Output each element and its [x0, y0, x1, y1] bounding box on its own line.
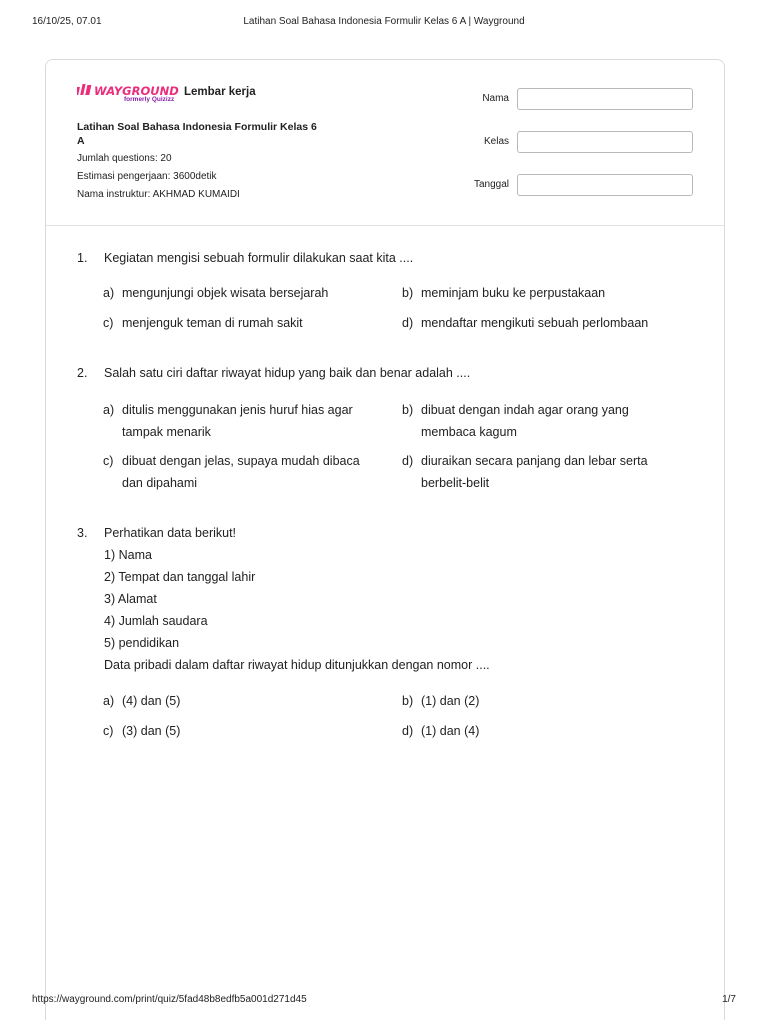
- option-letter: c): [103, 724, 114, 738]
- option-text: meminjam buku ke perpustakaan: [421, 286, 606, 300]
- name-field[interactable]: [517, 88, 693, 110]
- question-line: 3) Alamat: [104, 592, 157, 606]
- option-letter: d): [402, 316, 414, 330]
- date-field[interactable]: [517, 174, 693, 196]
- worksheet: [45, 59, 725, 1020]
- option-text: ditulis menggunakan jenis huruf hias agar tampak menarik: [122, 403, 353, 439]
- option-text: diuraikan secara panjang dan lebar serta berbelit-belit: [421, 454, 648, 490]
- questions-count: Jumlah questions: 20: [77, 153, 172, 164]
- question-line: Salah satu ciri daftar riwayat hidup yang baik dan benar adalah ....: [104, 366, 471, 380]
- logo-wordmark: WAYGROUND: [94, 84, 179, 98]
- option-text: mengunjungi objek wisata bersejarah: [122, 286, 329, 300]
- question-number: 1.: [77, 251, 88, 265]
- question-text: [104, 362, 694, 384]
- option-letter: b): [402, 286, 414, 300]
- question-text: [104, 522, 694, 676]
- option-text: dibuat dengan jelas, supaya mudah dibaca dan dipahami: [122, 454, 360, 490]
- class-field[interactable]: [517, 131, 693, 153]
- option-letter: b): [402, 403, 414, 417]
- question-line: 5) pendidikan: [104, 636, 180, 650]
- estimated-duration: Estimasi pengerjaan: 3600detik: [77, 171, 217, 182]
- name-label: Nama: [482, 93, 509, 104]
- worksheet-header: [46, 60, 724, 226]
- question-line: 1) Nama: [104, 548, 152, 562]
- option-text: menjenguk teman di rumah sakit: [122, 316, 303, 330]
- option-text: (4) dan (5): [122, 694, 181, 708]
- logo-subtext: formerly Quizizz: [124, 96, 175, 103]
- option-letter: c): [103, 316, 114, 330]
- question-line: Perhatikan data berikut!: [104, 526, 237, 540]
- question-line: Kegiatan mengisi sebuah formulir dilakukan saat kita ....: [104, 251, 414, 265]
- option-text: (1) dan (2): [421, 694, 480, 708]
- question-line: 2) Tempat dan tanggal lahir: [104, 570, 256, 584]
- option-letter: a): [103, 286, 115, 300]
- print-date: 16/10/25, 07.01: [32, 16, 102, 27]
- option-letter: a): [103, 403, 115, 417]
- question-number: 2.: [77, 366, 88, 380]
- quiz-title: Latihan Soal Bahasa Indonesia Formulir Kelas 6 A: [77, 121, 317, 147]
- instructor-name: Nama instruktur: AKHMAD KUMAIDI: [77, 189, 240, 200]
- option-letter: b): [402, 694, 414, 708]
- option-letter: d): [402, 724, 414, 738]
- print-footer: [32, 994, 736, 1008]
- question-text: [104, 247, 694, 269]
- option-text: (1) dan (4): [421, 724, 480, 738]
- option-letter: c): [103, 454, 114, 468]
- option-letter: d): [402, 454, 414, 468]
- print-url: https://wayground.com/print/quiz/5fad48b8edfb5a001d271d45: [32, 994, 307, 1005]
- date-label: Tanggal: [473, 179, 509, 190]
- option-text: dibuat dengan indah agar orang yang membaca kagum: [421, 403, 629, 439]
- document-type: Lembar kerja: [184, 86, 256, 98]
- option-letter: a): [103, 694, 115, 708]
- page-number: 1/7: [722, 994, 736, 1005]
- print-header: [32, 16, 736, 30]
- option-text: (3) dan (5): [122, 724, 181, 738]
- option-text: mendaftar mengikuti sebuah perlombaan: [421, 316, 649, 330]
- question-line: 4) Jumlah saudara: [104, 614, 208, 628]
- class-label: Kelas: [483, 136, 509, 147]
- question-line: Data pribadi dalam daftar riwayat hidup ditunjukkan dengan nomor ....: [104, 658, 490, 672]
- question-number: 3.: [77, 526, 88, 540]
- print-page-title: Latihan Soal Bahasa Indonesia Formulir Kelas 6 A | Wayground: [243, 16, 525, 27]
